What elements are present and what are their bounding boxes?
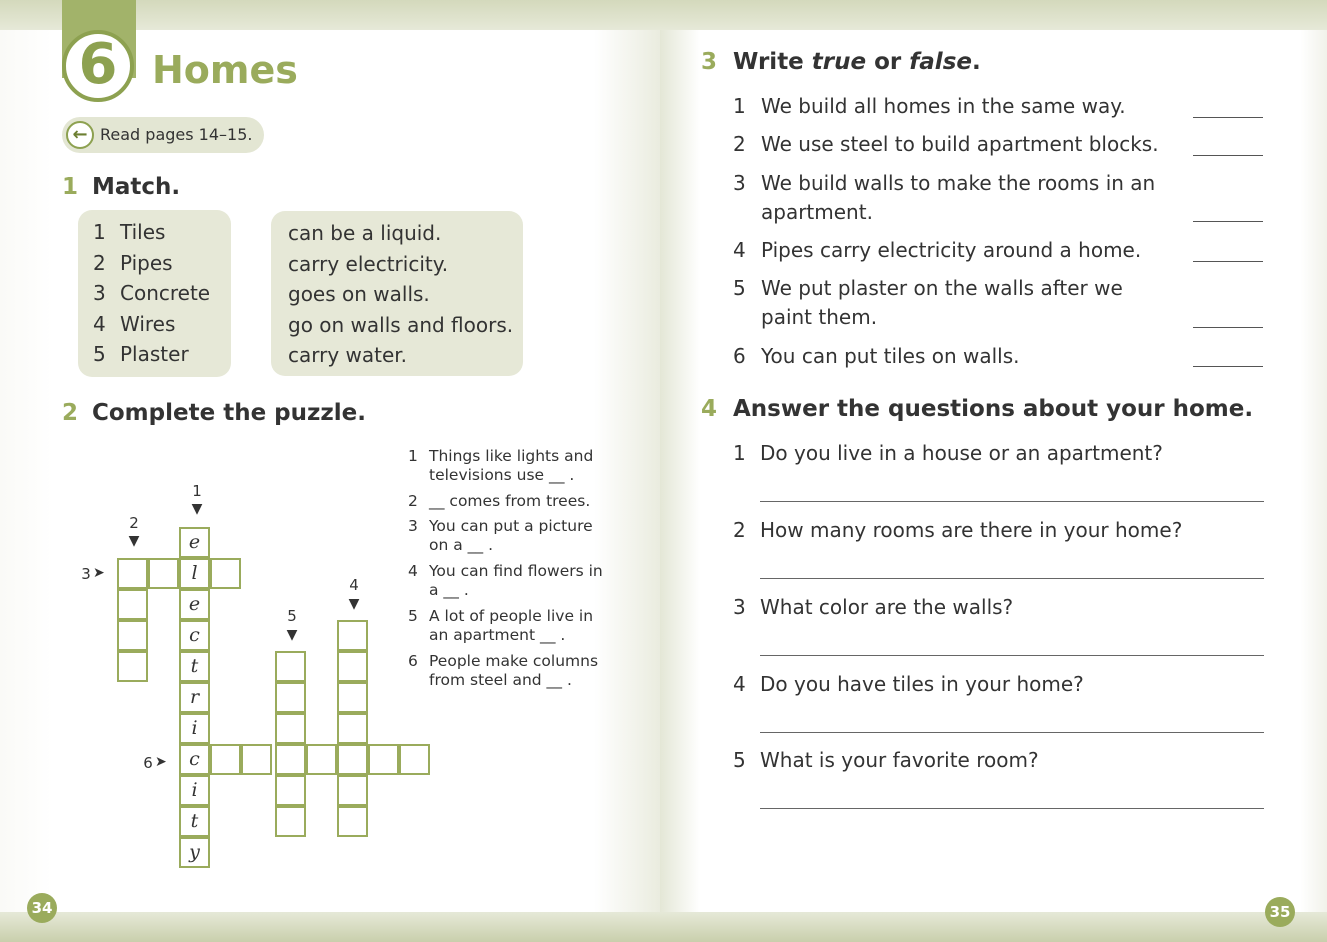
crossword-cell[interactable]: i — [179, 713, 210, 744]
crossword-cell[interactable] — [117, 651, 148, 682]
arrow-left-icon: ← — [66, 121, 94, 149]
crossword-cell[interactable]: r — [179, 682, 210, 713]
answer-line[interactable] — [1193, 261, 1263, 262]
chapter-title: Homes — [152, 48, 298, 92]
crossword-cell[interactable] — [337, 713, 368, 744]
arrow-down-icon: ▼ — [286, 627, 298, 643]
match-right-item: goes on walls. — [288, 282, 430, 306]
read-pages-text: Read pages 14–15. — [100, 125, 253, 144]
crossword-cell[interactable] — [337, 651, 368, 682]
clue-label-2: 2 — [129, 514, 139, 532]
answer-line[interactable] — [760, 578, 1264, 579]
clue-label-1: 1 — [192, 482, 202, 500]
match-right-item: carry water. — [288, 343, 408, 367]
bottom-band — [0, 912, 1327, 942]
match-left-item: 4 Wires — [93, 312, 176, 336]
match-left-item: 3 Concrete — [93, 281, 211, 305]
crossword-cell[interactable] — [399, 744, 430, 775]
crossword-cell[interactable] — [117, 558, 148, 589]
question: 4 Do you have tiles in your home? — [733, 672, 1084, 696]
crossword-cell[interactable]: c — [179, 620, 210, 651]
clue-label-4: 4 — [349, 576, 359, 594]
crossword-cell[interactable] — [117, 589, 148, 620]
arrow-down-icon: ▼ — [348, 596, 360, 612]
exercise-1-number: 1 — [62, 174, 79, 200]
arrow-down-icon: ▼ — [191, 501, 203, 517]
crossword-cell[interactable] — [337, 775, 368, 806]
clue-label-5: 5 — [287, 607, 297, 625]
answer-line[interactable] — [1193, 327, 1263, 328]
arrow-down-icon: ▼ — [128, 533, 140, 549]
answer-line[interactable] — [1193, 155, 1263, 156]
crossword-cell[interactable]: t — [179, 806, 210, 837]
answer-line[interactable] — [760, 501, 1264, 502]
exercise-2-title: Complete the puzzle. — [92, 400, 367, 426]
question: 1 Do you live in a house or an apartment? — [733, 441, 1163, 465]
crossword-cell[interactable]: i — [179, 775, 210, 806]
crossword-cell[interactable]: t — [179, 651, 210, 682]
arrow-right-icon: ➤ — [155, 754, 167, 770]
arrow-right-icon: ➤ — [93, 565, 105, 581]
page-number-right: 35 — [1265, 897, 1295, 927]
match-left-item: 5 Plaster — [93, 342, 189, 366]
crossword-cell[interactable]: e — [179, 527, 210, 558]
match-right-item: go on walls and floors. — [288, 313, 514, 337]
exercise-4-title: Answer the questions about your home. — [733, 396, 1254, 422]
crossword-cell[interactable] — [337, 806, 368, 837]
answer-line[interactable] — [1193, 117, 1263, 118]
crossword-cell[interactable] — [337, 682, 368, 713]
match-left-item: 2 Pipes — [93, 251, 173, 275]
exercise-1-title: Match. — [92, 174, 181, 200]
crossword-cell[interactable]: c — [179, 744, 210, 775]
question: 5 What is your favorite room? — [733, 748, 1039, 772]
crossword-cell[interactable] — [275, 775, 306, 806]
exercise-4-number: 4 — [701, 396, 718, 422]
crossword-cell[interactable] — [275, 744, 306, 775]
question: 3 What color are the walls? — [733, 595, 1014, 619]
crossword-cell[interactable] — [210, 744, 241, 775]
match-right-item: carry electricity. — [288, 252, 449, 276]
crossword-cell[interactable] — [337, 620, 368, 651]
crossword-cell[interactable] — [148, 558, 179, 589]
answer-line[interactable] — [760, 808, 1264, 809]
crossword-cell[interactable] — [241, 744, 272, 775]
question: 2 How many rooms are there in your home? — [733, 518, 1183, 542]
crossword-cell[interactable]: l — [179, 558, 210, 589]
exercise-3-title: Write true or false. — [733, 49, 981, 75]
top-band — [0, 0, 1327, 30]
crossword-cell[interactable] — [117, 620, 148, 651]
answer-line[interactable] — [760, 655, 1264, 656]
crossword-cell[interactable]: y — [179, 837, 210, 868]
crossword-cell[interactable] — [275, 806, 306, 837]
answer-line[interactable] — [1193, 366, 1263, 367]
exercise-3-number: 3 — [701, 49, 718, 75]
crossword-cell[interactable]: e — [179, 589, 210, 620]
crossword-cell[interactable] — [275, 713, 306, 744]
answer-line[interactable] — [760, 732, 1264, 733]
crossword-cell[interactable] — [210, 558, 241, 589]
clue-label-6: 6 — [143, 754, 153, 772]
match-right-item: can be a liquid. — [288, 221, 442, 245]
crossword-cell[interactable] — [275, 651, 306, 682]
clue-label-3: 3 — [81, 565, 91, 583]
crossword-cell[interactable] — [337, 744, 368, 775]
crossword-cell[interactable] — [306, 744, 337, 775]
exercise-2-number: 2 — [62, 400, 79, 426]
match-left-item: 1 Tiles — [93, 220, 166, 244]
answer-line[interactable] — [1193, 221, 1263, 222]
page-number-left: 34 — [27, 893, 57, 923]
crossword-cell[interactable] — [368, 744, 399, 775]
crossword-cell[interactable] — [275, 682, 306, 713]
chapter-number: 6 — [78, 32, 118, 97]
